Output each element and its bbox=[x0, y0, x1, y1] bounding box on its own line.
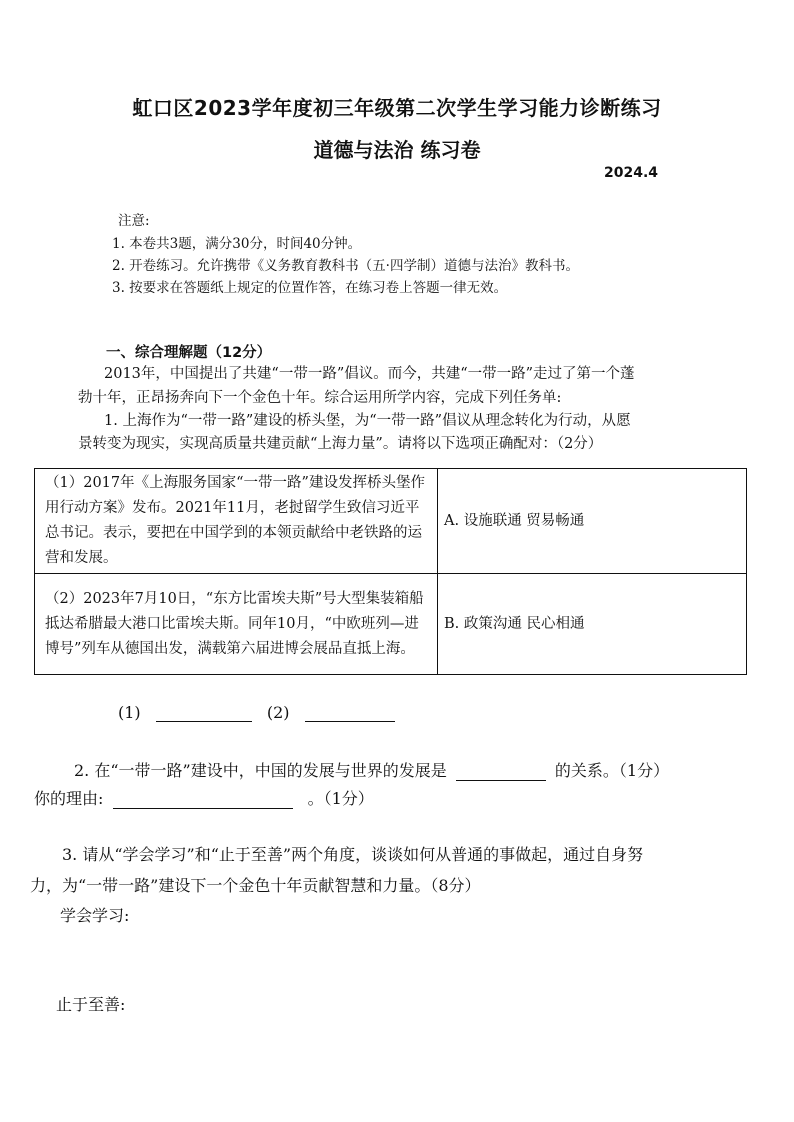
reason-score: 。（1分） bbox=[307, 789, 374, 808]
table-row bbox=[35, 574, 747, 675]
answer-part-label: 止于至善: bbox=[56, 995, 126, 1014]
exam-subtitle: 道德与法治 练习卷 bbox=[313, 138, 481, 162]
answer-row bbox=[118, 703, 395, 722]
note-item: 2. 开卷练习。允许携带《义务教育教科书（五·四学制）道德与法治》教科书。 bbox=[112, 258, 579, 274]
note-item: 3. 按要求在答题纸上规定的位置作答，在练习卷上答题一律无效。 bbox=[112, 280, 508, 296]
table-row bbox=[35, 469, 747, 574]
question-3-line: 3. 请从“学会学习”和“止于至善”两个角度，谈谈如何从普通的事做起，通过自身努 bbox=[62, 845, 644, 864]
question-2-score: 的关系。（1分） bbox=[554, 761, 670, 780]
answer-label: (1) bbox=[118, 703, 141, 722]
reason-label: 你的理由: bbox=[34, 789, 104, 808]
exam-title: 虹口区2023学年度初三年级第二次学生学习能力诊断练习 bbox=[132, 96, 662, 120]
relation-blank[interactable] bbox=[456, 780, 546, 781]
table-cell-event: （2）2023年7月10日，“东方比雷埃夫斯”号大型集装箱船抵达希腊最大港口比雷埃夫斯。同年10月，“中欧班列—进博号”列车从德国出发，满载第六届进博会展品直抵上海。 bbox=[35, 574, 438, 675]
table-cell-event: （1）2017年《上海服务国家“一带一路”建设发挥桥头堡作用行动方案》发布。2021年11月，老挝留学生致信习近平总书记。表示，要把在中国学到的本领贡献给中老铁路的运营和发展。 bbox=[35, 469, 438, 574]
notes-heading: 注意: bbox=[118, 213, 150, 229]
note-item: 1. 本卷共3题，满分30分，时间40分钟。 bbox=[112, 236, 362, 252]
table-cell-option: B. 政策沟通 民心相通 bbox=[438, 574, 747, 675]
section-heading: 一、综合理解题（12分） bbox=[106, 345, 272, 361]
question-3-line: 力，为“一带一路”建设下一个金色十年贡献智慧和力量。（8分） bbox=[30, 876, 481, 895]
table-cell-option: A. 设施联通 贸易畅通 bbox=[438, 469, 747, 574]
question-2-text: 2. 在“一带一路”建设中，中国的发展与世界的发展是 bbox=[74, 761, 447, 780]
answer-blank[interactable] bbox=[305, 721, 395, 722]
question-1-line: 景转变为现实，实现高质量共建贡献“上海力量”。请将以下选项正确配对：（2分） bbox=[78, 436, 603, 452]
intro-line: 2013年，中国提出了共建“一带一路”倡议。而今，共建“一带一路”走过了第一个蓬 bbox=[104, 366, 635, 382]
reason-blank[interactable] bbox=[113, 808, 293, 809]
intro-line: 勃十年，正昂扬奔向下一个金色十年。综合运用所学内容，完成下列任务单: bbox=[78, 390, 562, 406]
answer-part-label: 学会学习: bbox=[60, 906, 130, 925]
matching-table bbox=[34, 468, 747, 675]
question-1-line: 1. 上海作为“一带一路”建设的桥头堡，为“一带一路”倡议从理念转化为行动，从愿 bbox=[104, 413, 631, 429]
answer-blank[interactable] bbox=[156, 721, 252, 722]
answer-label: (2) bbox=[266, 703, 290, 722]
exam-date: 2024.4 bbox=[604, 165, 659, 181]
question-2-line1 bbox=[74, 758, 669, 781]
question-2-line2 bbox=[34, 786, 374, 809]
